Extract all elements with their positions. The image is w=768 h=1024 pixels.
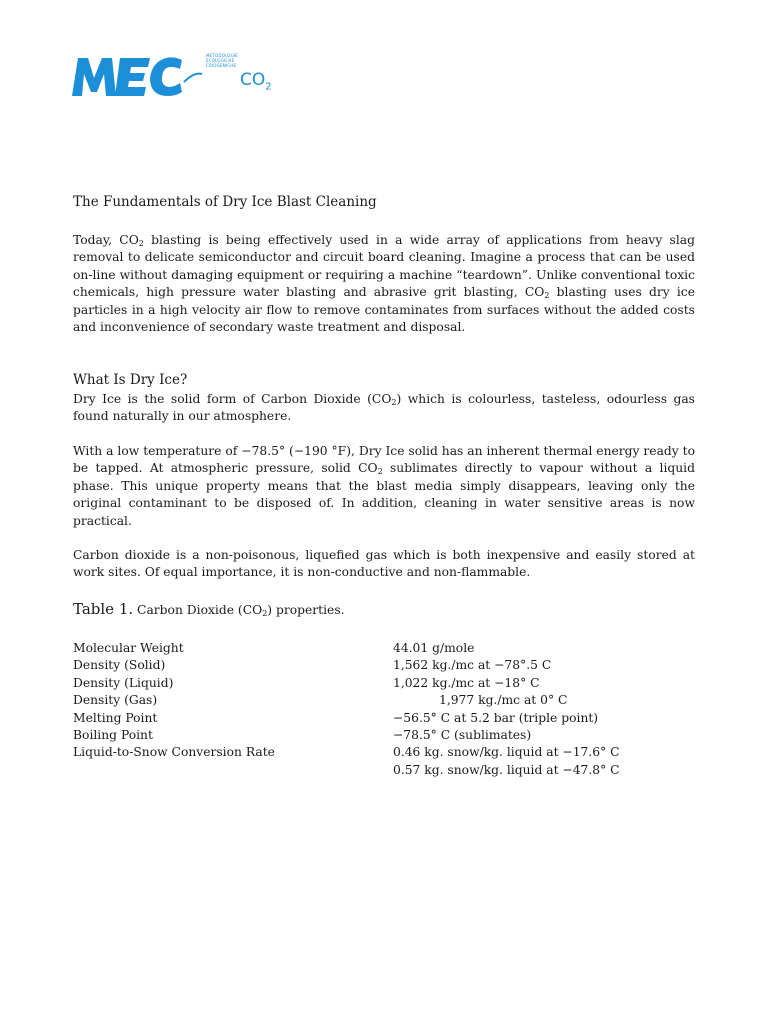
logo-co2: $CO_2$ xyxy=(240,70,272,93)
mec-logo-mark xyxy=(70,52,205,98)
mec-co2-logo xyxy=(70,52,272,98)
tagline-line-2: ECOLOGICHE xyxy=(206,58,235,63)
tagline-line-1: METODOLOGIE xyxy=(206,53,239,58)
section-heading-dry-ice: What Is Dry Ice? xyxy=(73,372,188,388)
tagline-line-3: CRIOGENICHE xyxy=(206,63,237,68)
document-title: The Fundamentals of Dry Ice Blast Cleaning xyxy=(73,194,377,210)
intro-paragraph: Today, $CO_2$ blasting is being effectively used in a wide array of applications from heavy slag removal to delicate semiconductor and circuit board cleaning. Imagine a process that can be used on-line without damaging equipment or requiring a machine “teardown”. Unlike conventional toxic chemicals, high pressure water blasting and abrasive grit blasting, $CO_2$ blasting uses dry ice particles in a high velocity air flow to remove contaminates from surfaces without the added costs and inconvenience of secondary waste treatment and disposal. xyxy=(73,233,695,335)
table-row: 0.57 kg. snow/kg. liquid at −47.8° C xyxy=(393,762,620,777)
table-row: Density (Gas) 1,977 kg./mc at 0° C xyxy=(73,693,568,708)
table-row: Melting Point −56.5° C at 5.2 bar (triple point) xyxy=(73,710,599,725)
properties-table xyxy=(73,640,693,779)
temperature-paragraph: With a low temperature of −78.5° (−190 °F), Dry Ice solid has an inherent thermal energy ready to be tapped. At atmospheric pressure, solid $CO_2$ sublimates directly to vapour without a liquid phase. This unique property means that the blast media simply disappears, leaving only the original contaminant to be disposed of. In addition, cleaning in water sensitive areas is now practical. xyxy=(73,444,695,528)
table-row: Boiling Point −78.5° C (sublimates) xyxy=(73,727,532,742)
logo-tagline xyxy=(206,53,238,68)
table-row: Density (Liquid) 1,022 kg./mc at −18° C xyxy=(73,675,540,690)
table-row: Density (Solid) 1,562 kg./mc at −78°.5 C xyxy=(73,658,552,673)
table-row: Liquid-to-Snow Conversion Rate 0.46 kg. snow/kg. liquid at −17.6° C xyxy=(73,745,620,760)
properties-paragraph: Carbon dioxide is a non-poisonous, liquefied gas which is both inexpensive and easily stored at work sites. Of equal importance, it is non-conductive and non-flammable. xyxy=(73,548,695,580)
table-caption: Table 1. Carbon Dioxide $(CO_2)$ properties. xyxy=(73,600,345,618)
dry-ice-definition-paragraph: Dry Ice is the solid form of Carbon Dioxide $(CO_2)$ which is colourless, tasteless, odourless gas found naturally in our atmosphere. xyxy=(73,392,695,424)
table-row: Molecular Weight 44.01 g/mole xyxy=(73,641,475,655)
